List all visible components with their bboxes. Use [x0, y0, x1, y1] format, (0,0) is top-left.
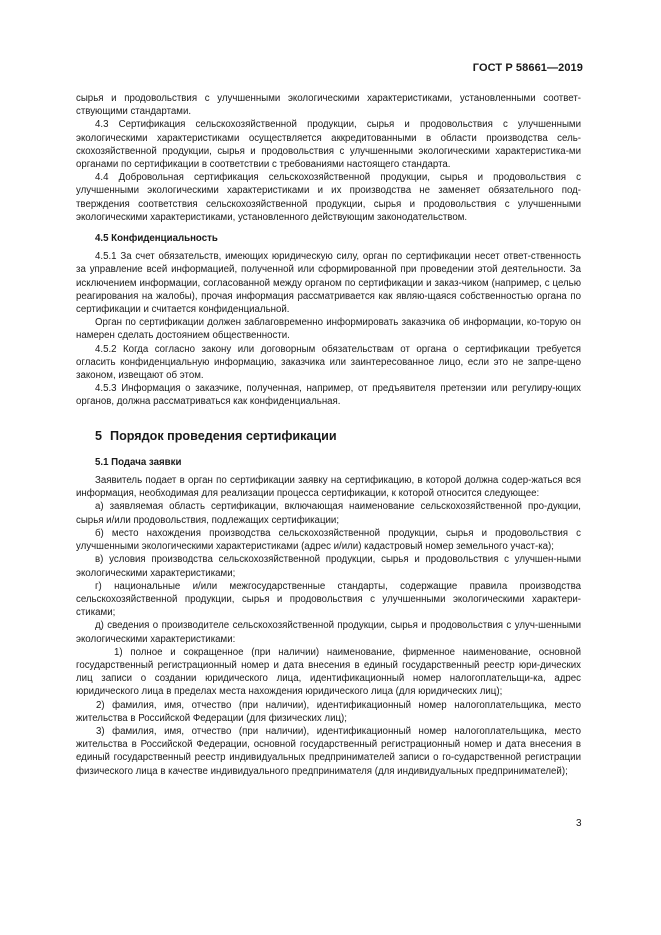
list-item: г) национальные и/или межгосударственные стандарты, содержащие правила производства сельскохозяйственной продукции, сырья и продовольствия с улучшенными экологическими характери-стиками;: [76, 580, 581, 619]
list-item: б) место нахождения производства сельскохозяйственной продукции, сырья и продовольствия с улучшенными экологическими характеристиками (адрес и/или) кадастровый номер земельного участ-ка);: [76, 527, 581, 553]
section-heading-5-1: 5.1 Подача заявки: [95, 456, 182, 468]
sub-list-item: 3) фамилия, имя, отчество (при наличии), идентификационный номер налогоплательщика, место жительства в Российской Федерации, основной государственный регистрационный номер и дата внесения в единый государственный реестр индивидуальных предпринимателей записи о го-сударственной регистрации физического лица в качестве индивидуального предпринимателя (для индивидуальных предпринимателей);: [76, 725, 581, 777]
page-number: 3: [576, 818, 582, 829]
list-item: д) сведения о производителе сельскохозяйственной продукции, сырья и продовольствия с улуч-шенными экологическими характеристиками:: [76, 620, 581, 645]
section-number: 5: [95, 428, 103, 443]
paragraph: 4.4 Добровольная сертификация сельскохозяйственной продукции, сырья и продовольствия с улучшенными экологическими характеристиками и их производства не заменяет обязательного под-тверждения соответствия сельскохозяйственной продукции, сырья и продовольствия с улучшенными экологическими характеристиками, установленного действующим законодательством.: [76, 172, 581, 223]
paragraph: сырья и продовольствия с улучшенными экологическими характеристиками, установленными соответ-ствующими стандартами.: [76, 93, 581, 118]
sub-list-item: 1) полное и сокращенное (при наличии) наименование, фирменное наименование, основной государственный регистрационный номер и дата внесения в единый государственный реестр юри-дических лиц записи о создании юридического лица, идентификационный номер налогоплательщи-ка, адрес юридического лица в пределах места нахождения юридического лица (для юридических лиц);: [76, 646, 581, 698]
sub-list-item: 2) фамилия, имя, отчество (при наличии), идентификационный номер налогоплательщика, место жительства в Российской Федерации (для физических лиц);: [76, 699, 581, 724]
paragraph: 4.5.2 Когда согласно закону или договорным обязательствам от органа о сертификации требуется огласить конфиденциальную информацию, заказчика или заинтересованное лицо, если это не запре-щено законом, извещают об этом.: [76, 343, 581, 382]
document-code: ГОСТ Р 58661—2019: [472, 62, 583, 74]
list-item: а) заявляемая область сертификации, включающая наименование сельскохозяйственной про-дукции, сырья и/или продовольствия, подлежащих сертификации;: [76, 501, 581, 526]
paragraph: 4.3 Сертификация сельскохозяйственной продукции, сырья и продовольствия с улучшенными экологическими характеристиками осуществляется аккредитованными в области производства сель-скохозяйственной продукции, сырья и продовольствия с улучшенными экологическими характеристика-ми органами по сертификации в соответствии с требованиями настоящего стандарта.: [76, 119, 581, 171]
paragraph: 4.5.3 Информация о заказчике, полученная, например, от предъявителя претензии или регулиру-ющих органов, должна рассматриваться как конфиденциальная.: [76, 383, 581, 408]
list-item: в) условия производства сельскохозяйственной продукции, сырья и продовольствия с улучшен-ными экологическими характеристиками;: [76, 554, 581, 579]
document-body: [76, 92, 581, 778]
section-heading-5: [76, 430, 581, 443]
paragraph: Орган по сертификации должен заблаговременно информировать заказчика об информации, ко-торую он намерен сделать достоянием общественности.: [76, 317, 581, 342]
section-heading-4-5: 4.5 Конфиденциальность: [95, 233, 218, 245]
paragraph: Заявитель подает в орган по сертификации заявку на сертификацию, в которой должна содер-жаться вся информация, необходимая для реализации процесса сертификации, к которой относится следующее:: [76, 475, 581, 500]
section-title: Порядок проведения сертификации: [110, 428, 337, 443]
paragraph: 4.5.1 За счет обязательств, имеющих юридическую силу, орган по сертификации несет ответ-ственность за управление всей информацией, полученной или сформированной при проведении этой деятельности. За исключением информации, согласованной между органом по сертификации и заказ-чиком (например, с целью реагирования на жалобы), прочая информация рассматривается как являю-щаяся собственностью органа по сертификации и считается конфиденциальной.: [76, 251, 581, 316]
